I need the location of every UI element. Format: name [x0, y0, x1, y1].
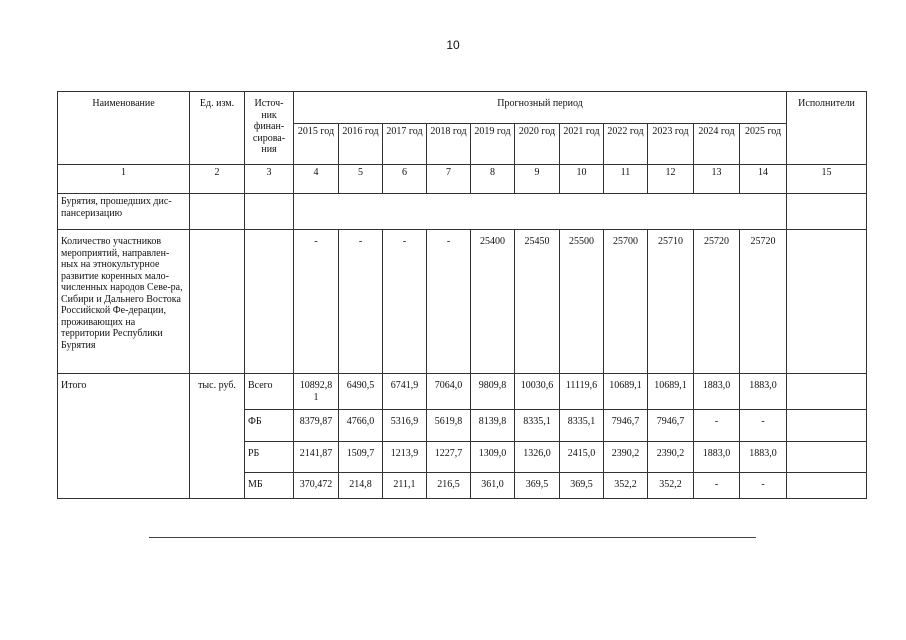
empty-cell [190, 194, 245, 230]
funding-value: 2141,87 [294, 442, 339, 473]
empty-cell [787, 410, 867, 442]
column-number: 3 [245, 165, 294, 194]
row-buryatia-name: Бурятия, прошедших дис-пансеризацию [58, 194, 190, 230]
funding-value: 2390,2 [648, 442, 694, 473]
row-total-name: Итого [58, 374, 190, 499]
funding-value: 1883,0 [694, 442, 740, 473]
forecast-table [57, 91, 867, 499]
column-number: 9 [515, 165, 560, 194]
funding-value: - [740, 473, 787, 499]
column-number: 7 [427, 165, 471, 194]
bottom-rule [149, 537, 756, 538]
funding-value: 4766,0 [339, 410, 383, 442]
participants-value: 25500 [560, 230, 604, 374]
funding-value: 352,2 [604, 473, 648, 499]
funding-value: 6741,9 [383, 374, 427, 410]
empty-cell [787, 230, 867, 374]
funding-value: 7064,0 [427, 374, 471, 410]
participants-value: 25710 [648, 230, 694, 374]
header-year: 2024 год [694, 124, 740, 165]
funding-value: - [694, 473, 740, 499]
participants-value: - [383, 230, 427, 374]
funding-value: 214,8 [339, 473, 383, 499]
funding-value: 8335,1 [515, 410, 560, 442]
participants-value: 25720 [740, 230, 787, 374]
row-total-unit: тыс. руб. [190, 374, 245, 499]
funding-value: - [740, 410, 787, 442]
funding-source: Всего [245, 374, 294, 410]
header-year: 2018 год [427, 124, 471, 165]
empty-cell [245, 230, 294, 374]
funding-value: 2415,0 [560, 442, 604, 473]
column-number: 12 [648, 165, 694, 194]
page-number: 10 [446, 38, 460, 52]
funding-value: 10892,8 1 [294, 374, 339, 410]
funding-value: 6490,5 [339, 374, 383, 410]
funding-source: РБ [245, 442, 294, 473]
funding-value: 5316,9 [383, 410, 427, 442]
funding-value: 1227,7 [427, 442, 471, 473]
participants-value: - [427, 230, 471, 374]
header-year: 2021 год [560, 124, 604, 165]
funding-value: 352,2 [648, 473, 694, 499]
empty-cell [787, 442, 867, 473]
funding-value: 10030,6 [515, 374, 560, 410]
column-number: 4 [294, 165, 339, 194]
empty-cell [787, 374, 867, 410]
funding-value: 7946,7 [648, 410, 694, 442]
row-participants-name: Количество участников мероприятий, направлен-ных на этнокультурное развитие коренных мало-численных народов Севе-ра, Сибири и Дальнего Востока Российской Фе-дерации, проживающих на территории Республики Бурятия [58, 230, 190, 374]
participants-value: - [339, 230, 383, 374]
column-number: 1 [58, 165, 190, 194]
header-year: 2023 год [648, 124, 694, 165]
funding-value: 9809,8 [471, 374, 515, 410]
header-forecast-period: Прогнозный период [294, 92, 787, 124]
funding-value: 8139,8 [471, 410, 515, 442]
funding-value: 216,5 [427, 473, 471, 499]
header-year: 2016 год [339, 124, 383, 165]
empty-cell [294, 194, 787, 230]
funding-value: 5619,8 [427, 410, 471, 442]
header-name: Наименование [58, 92, 190, 165]
funding-value: 8379,87 [294, 410, 339, 442]
participants-value: 25450 [515, 230, 560, 374]
funding-value: 211,1 [383, 473, 427, 499]
funding-source: МБ [245, 473, 294, 499]
funding-value: 370,472 [294, 473, 339, 499]
empty-cell [245, 194, 294, 230]
funding-value: 369,5 [515, 473, 560, 499]
funding-value: 1883,0 [740, 442, 787, 473]
column-number: 14 [740, 165, 787, 194]
funding-value: 361,0 [471, 473, 515, 499]
funding-value: 1213,9 [383, 442, 427, 473]
header-year: 2022 год [604, 124, 648, 165]
column-number: 5 [339, 165, 383, 194]
header-year: 2025 год [740, 124, 787, 165]
column-number: 10 [560, 165, 604, 194]
funding-value: 1509,7 [339, 442, 383, 473]
column-number: 11 [604, 165, 648, 194]
empty-cell [190, 230, 245, 374]
funding-value: - [694, 410, 740, 442]
funding-source: ФБ [245, 410, 294, 442]
column-number: 8 [471, 165, 515, 194]
header-unit: Ед. изм. [190, 92, 245, 165]
empty-cell [787, 194, 867, 230]
participants-value: 25700 [604, 230, 648, 374]
header-year: 2020 год [515, 124, 560, 165]
column-number: 15 [787, 165, 867, 194]
empty-cell [787, 473, 867, 499]
column-number: 13 [694, 165, 740, 194]
column-number: 2 [190, 165, 245, 194]
header-source: Источ-ник финан-сирова-ния [245, 92, 294, 165]
funding-value: 7946,7 [604, 410, 648, 442]
funding-value: 11119,6 [560, 374, 604, 410]
participants-value: 25720 [694, 230, 740, 374]
header-executors: Исполнители [787, 92, 867, 165]
funding-value: 8335,1 [560, 410, 604, 442]
funding-value: 2390,2 [604, 442, 648, 473]
header-year: 2015 год [294, 124, 339, 165]
column-number: 6 [383, 165, 427, 194]
participants-value: 25400 [471, 230, 515, 374]
funding-value: 369,5 [560, 473, 604, 499]
funding-value: 1883,0 [740, 374, 787, 410]
header-year: 2017 год [383, 124, 427, 165]
funding-value: 10689,1 [604, 374, 648, 410]
funding-value: 1883,0 [694, 374, 740, 410]
funding-value: 1309,0 [471, 442, 515, 473]
header-year: 2019 год [471, 124, 515, 165]
participants-value: - [294, 230, 339, 374]
funding-value: 1326,0 [515, 442, 560, 473]
funding-value: 10689,1 [648, 374, 694, 410]
